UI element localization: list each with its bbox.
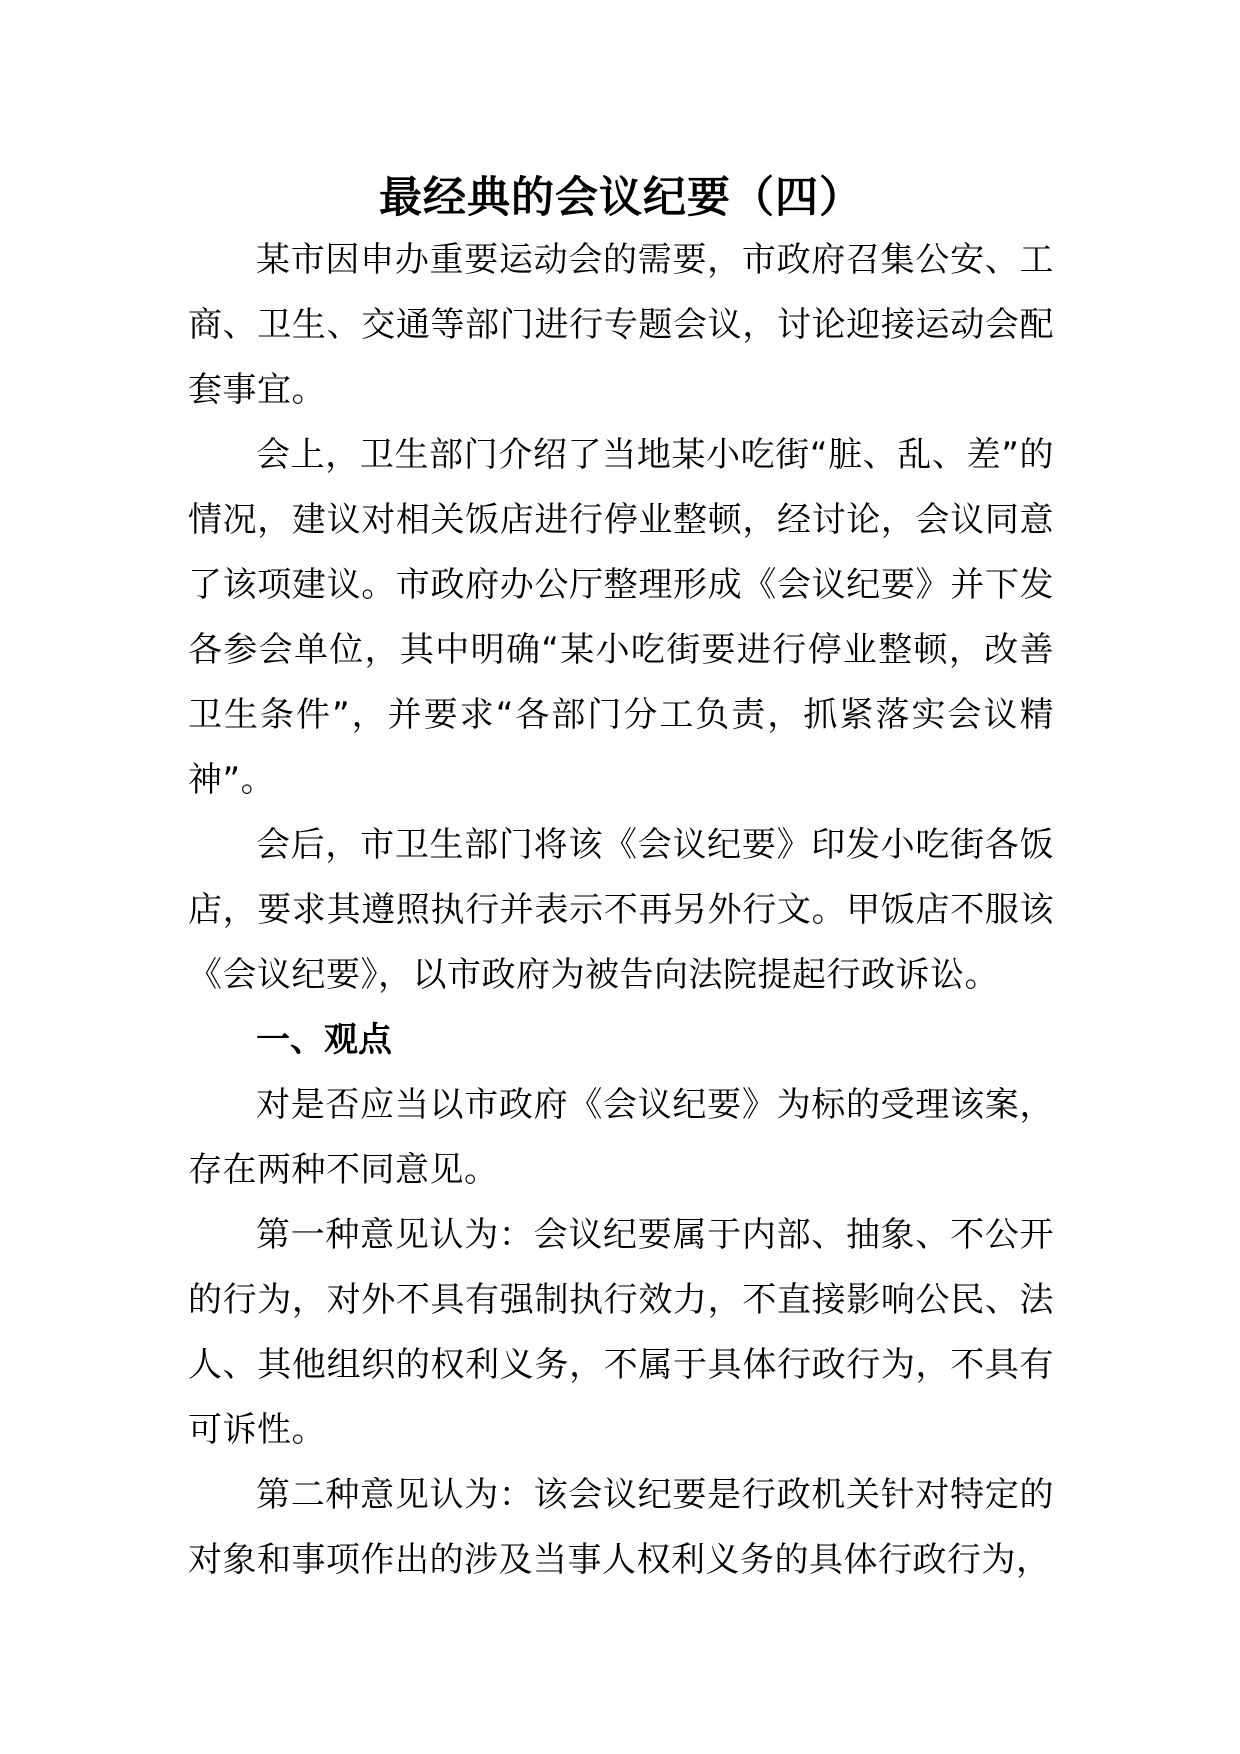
paragraph-opinion-two: 第二种意见认为：该会议纪要是行政机关针对特定的对象和事项作出的涉及当事人权利义务的具体行政行为， — [188, 1475, 1054, 1580]
paragraph-opinions-intro: 对是否应当以市政府《会议纪要》为标的受理该案，存在两种不同意见。 — [188, 1085, 1054, 1190]
paragraph-meeting: 会上，卫生部门介绍了当地某小吃街“脏、乱、差”的情况，建议对相关饭店进行停业整顿，经讨论，会议同意了该项建议。市政府办公厅整理形成《会议纪要》并下发各参会单位，其中明确“某小吃街要进行停业整顿，改善卫生条件”，并要求“各部门分工负责，抓紧落实会议精神”。 — [188, 435, 1054, 800]
paragraph-aftermath: 会后，市卫生部门将该《会议纪要》印发小吃街各饭店，要求其遵照执行并表示不再另外行文。甲饭店不服该《会议纪要》，以市政府为被告向法院提起行政诉讼。 — [188, 825, 1054, 995]
section-heading: 一、观点 — [256, 1020, 392, 1060]
paragraph-opinion-one: 第一种意见认为：会议纪要属于内部、抽象、不公开的行为，对外不具有强制执行效力，不直接影响公民、法人、其他组织的权利义务，不属于具体行政行为，不具有可诉性。 — [188, 1215, 1054, 1450]
document-page — [188, 170, 1054, 1593]
document-title: 最经典的会议纪要（四） — [379, 173, 863, 223]
paragraph-background: 某市因申办重要运动会的需要，市政府召集公安、工商、卫生、交通等部门进行专题会议，讨论迎接运动会配套事宜。 — [188, 240, 1054, 410]
